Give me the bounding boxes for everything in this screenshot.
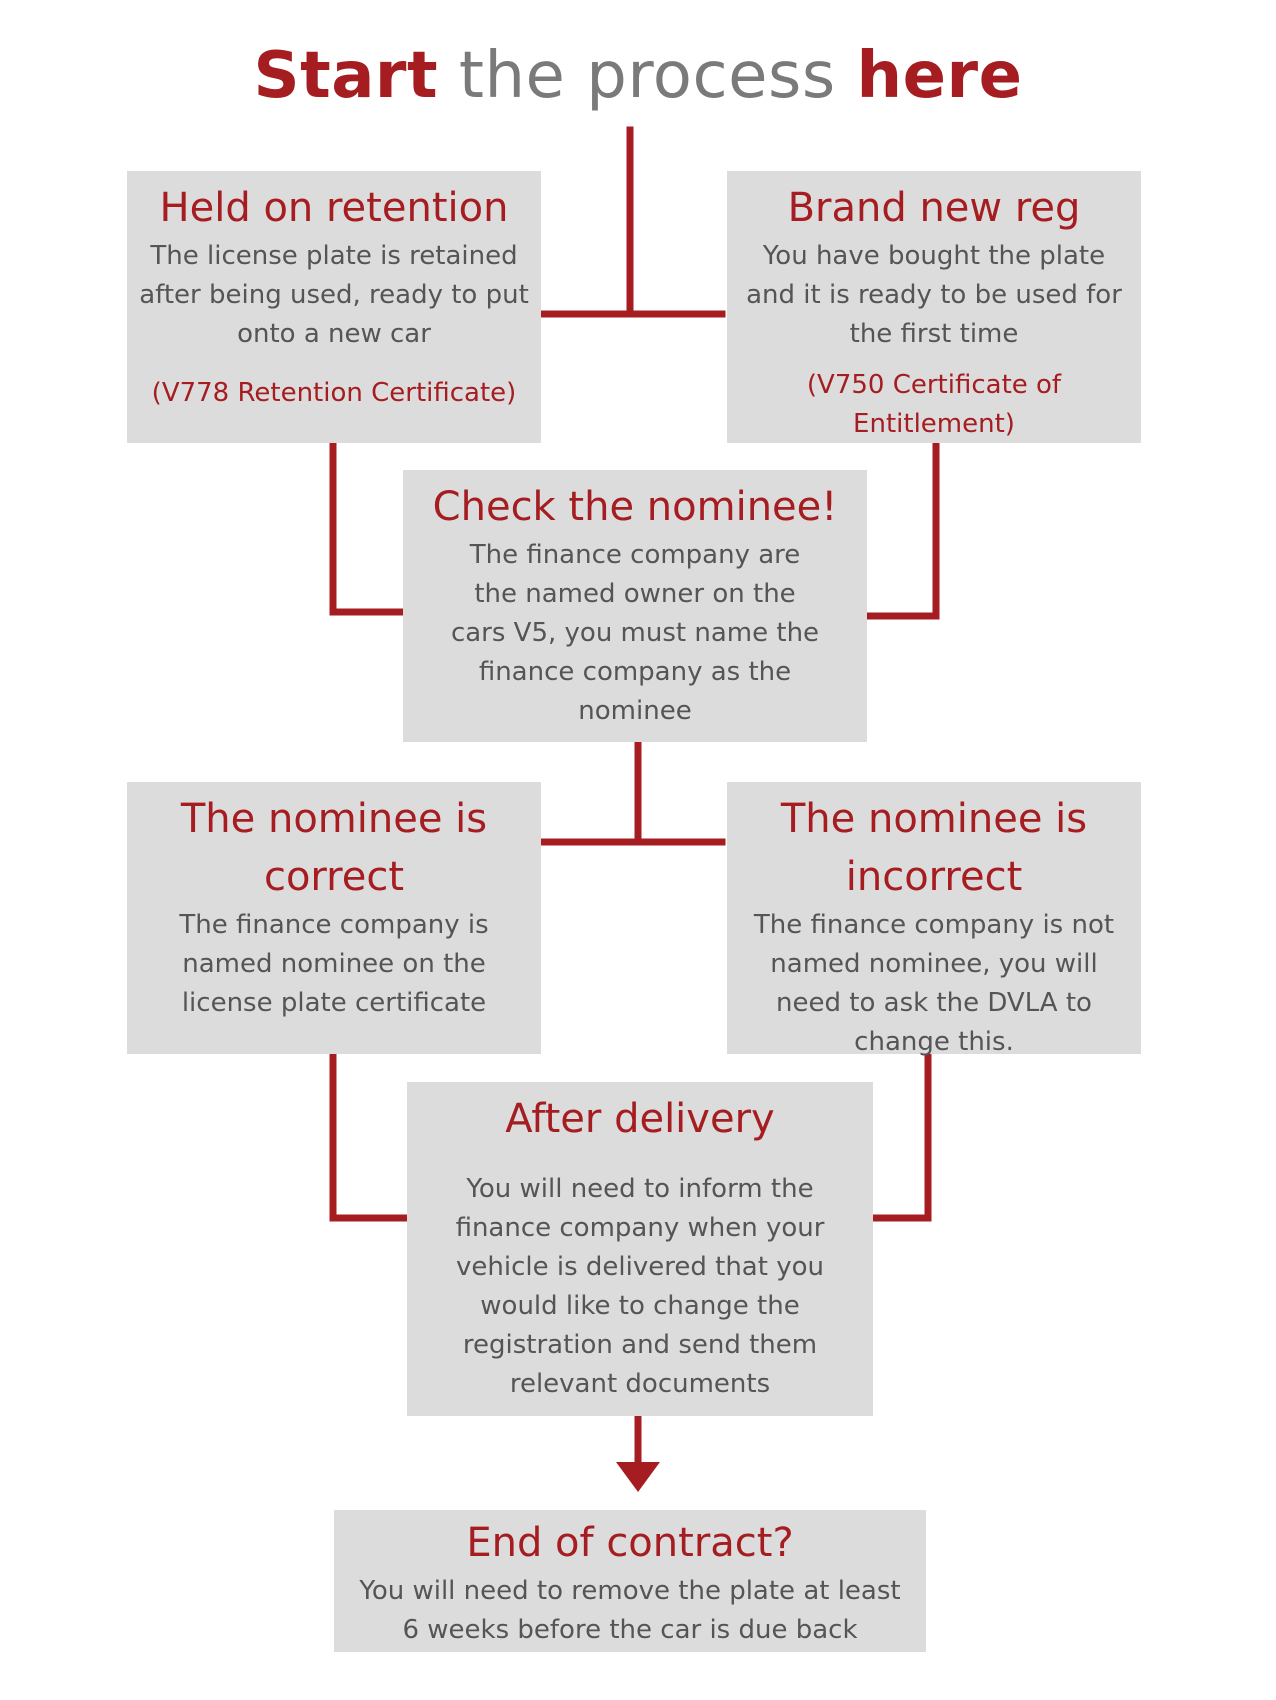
step-after-delivery-heading: After delivery [505,1096,775,1142]
step-brand-new [727,171,1141,443]
step-nominee-correct [127,782,541,1054]
step-after-delivery [407,1082,873,1416]
step-retention-body: The license plate is retained after being used, ready to put onto a new car [139,241,529,349]
title-middle: the process [438,39,857,113]
step-brand-new-certificate: (V750 Certificate of Entitlement) [806,370,1062,439]
step-brand-new-body: You have bought the plate and it is ready to be used for the first time [746,241,1122,349]
step-nominee-incorrect-heading: The nominee is incorrect [780,796,1088,900]
step-nominee-correct-body: The finance company is named nominee on the license plate certificate [179,910,489,1018]
arrow-down-icon [616,1462,660,1492]
title-here: here [856,39,1023,113]
step-end-of-contract [334,1510,926,1652]
step-brand-new-heading: Brand new reg [787,185,1081,231]
title-start: Start [253,39,439,113]
step-retention-certificate: (V778 Retention Certificate) [151,378,517,408]
step-end-of-contract-body: You will need to remove the plate at least 6 weeks before the car is due back [359,1576,901,1645]
step-check-nominee-heading: Check the nominee! [432,484,838,530]
connector-retention-to-check [333,442,400,612]
step-retention-heading: Held on retention [159,185,509,231]
connector-brandnew-to-check [866,442,936,616]
connector-correct-to-delivery [333,1052,404,1218]
step-nominee-incorrect [727,782,1141,1057]
step-after-delivery-body: You will need to inform the finance company when your vehicle is delivered that you would like to change the registration and send them relevant documents [455,1174,825,1399]
step-retention [127,171,541,443]
step-end-of-contract-heading: End of contract? [466,1520,794,1566]
step-check-nominee-body: The finance company are the named owner on the cars V5, you must name the finance company as the nominee [450,540,820,726]
connector-incorrect-to-delivery [870,1052,928,1218]
step-nominee-incorrect-body: The finance company is not named nominee, you will need to ask the DVLA to change this. [753,910,1115,1057]
step-check-nominee [403,470,867,742]
step-nominee-correct-heading: The nominee is correct [180,796,488,900]
